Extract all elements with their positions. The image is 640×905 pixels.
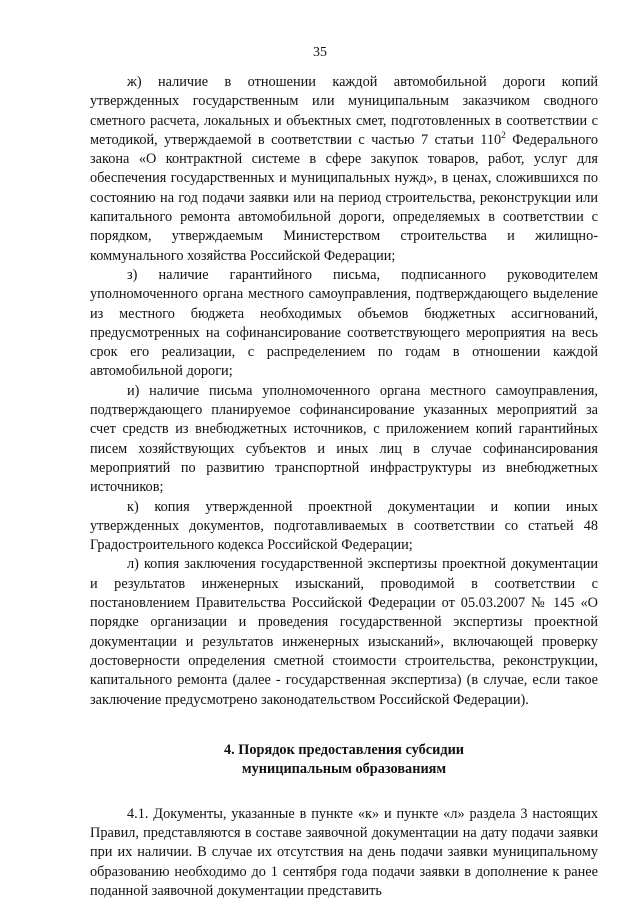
paragraph-4-1: 4.1. Документы, указанные в пункте «к» и пункте «л» раздела 3 настоящих Правил, представляются в составе заявочной документации на дату подачи заявки при их наличии. В случае их отсутствия на день подачи заявки муниципальному образованию необходимо до 1 сентября года подачи заявки в дополнение к ранее поданной заявочной документации представить [90,805,598,899]
paragraph-zh-text-after: Федерального закона «О контрактной системе в сфере закупок товаров, работ, услуг для обеспечения государственных и муниципальных нужд», в ценах, сложившихся по состоянию на год подачи заявки или на период строительства, реконструкции или капитального ремонта автомобильной дороги, определяемых в соответствии с порядком, утверждаемым Министерством строительства и жилищно-коммунального хозяйства Российской Федерации; [90,131,598,264]
document-body [90,73,598,901]
superscript-2: 2 [501,129,506,140]
page-number: 35 [313,45,327,60]
paragraph-l: л) копия заключения государственной экспертизы проектной документации и результатов инженерных изысканий, проводимой в соответствии с постановлением Правительства Российской Федерации от 05.03.2007 № 145 «О порядке организации и проведения государственной экспертизы проектной документации и результатов инженерных изысканий», включающей проверку достоверности определения сметной стоимости строительства, реконструкции, капитального ремонта (далее - государственная экспертиза) (в случае, если такое заключение предусмотрено законодательством Российской Федерации). [90,556,598,708]
paragraph-k: к) копия утвержденной проектной документации и копии иных утвержденных документов, подготавливаемых в соответствии со статьей 48 Градостроительного кодекса Российской Федерации; [90,498,598,554]
paragraph-zh-text-before: ж) наличие в отношении каждой автомобильной дороги копий утвержденных государственным или муниципальным заказчиком сводного сметного расчета, локальных и объектных смет, подготовленных в соответствии с методикой, утверждаемой в соответствии с частью 7 статьи 110 [90,74,598,148]
paragraph-z: з) наличие гарантийного письма, подписанного руководителем уполномоченного органа местного самоуправления, подтверждающего выделение из местного бюджета необходимых объемов бюджетных ассигнований, предусмотренных на софинансирование соответствующего мероприятия на весь срок его реализации, с распределением по годам в отношении каждой автомобильной дороги; [90,266,598,380]
section-heading-line1: 4. Порядок предоставления субсидии [223,741,465,758]
section-heading-line2: муниципальным образованиям [241,760,447,777]
paragraph-zh [90,73,598,266]
section-heading [90,741,598,779]
paragraph-i: и) наличие письма уполномоченного органа местного самоуправления, подтверждающего планируемое софинансирование указанных мероприятий за счет средств из внебюджетных источников, с приложением копий гарантийных писем хозяйствующих субъектов и иных лиц в случае софинансирования мероприятий по развитию транспортной инфраструктуры из внебюджетных источников; [90,382,598,496]
